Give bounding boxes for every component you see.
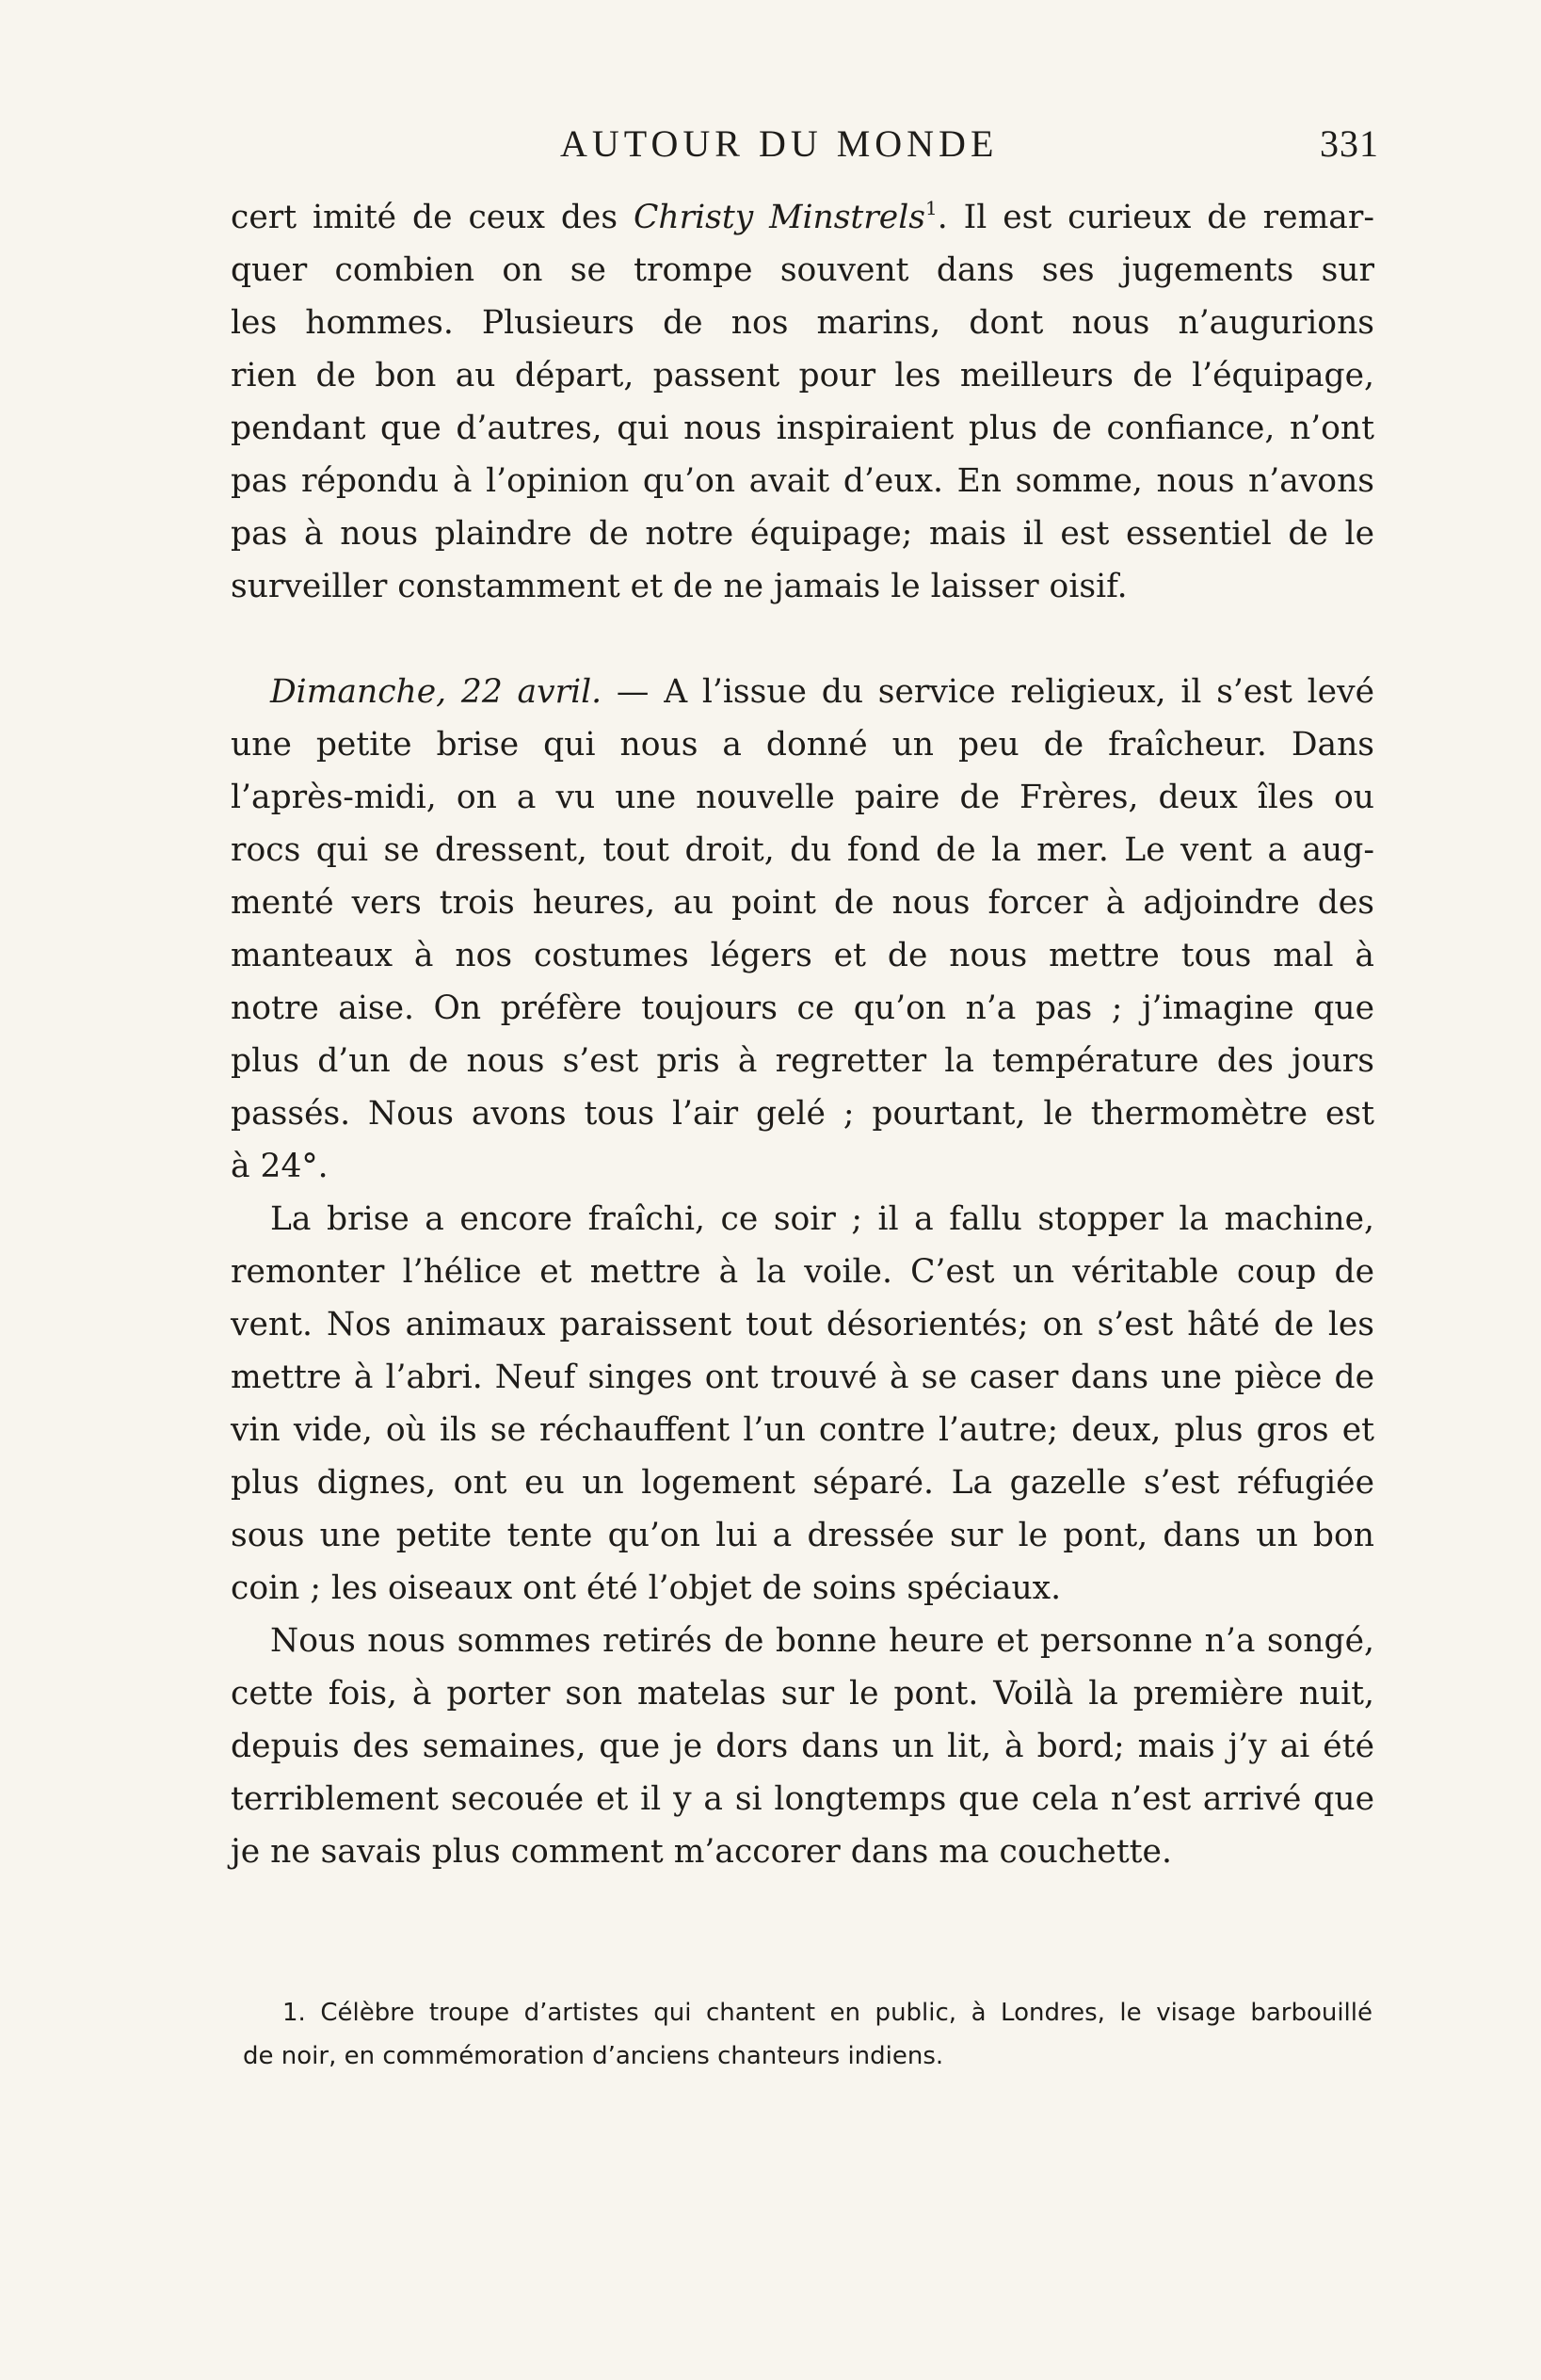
- christy-minstrels-reference: Christy Minstrels: [634, 199, 925, 236]
- text-line: vent. Nos animaux paraissent tout désorientés; on s’est hâté de les: [231, 1306, 1374, 1343]
- text-line: [231, 191, 1374, 244]
- entry-date: Dimanche, 22 avril.: [270, 673, 602, 711]
- body-text: [231, 191, 1374, 1878]
- text-line: notre aise. On préfère toujours ce qu’on n’a pas ; j’imagine que: [231, 989, 1374, 1027]
- text-line: les hommes. Plusieurs de nos marins, dont nous n’augurions: [231, 304, 1374, 342]
- text-line: pas à nous plaindre de notre équipage; mais il est essentiel de le: [231, 515, 1374, 553]
- text-line: La brise a encore fraîchi, ce soir ; il a fallu stopper la machine,: [270, 1200, 1374, 1238]
- text-fragment: . Il est curieux de remar-: [937, 199, 1375, 236]
- text-line: plus d’un de nous s’est pris à regretter la température des jours: [231, 1042, 1374, 1080]
- text-line: mettre à l’abri. Neuf singes ont trouvé à se caser dans une pièce de: [231, 1359, 1374, 1396]
- text-line: manteaux à nos costumes légers et de nous mettre tous mal à: [231, 937, 1374, 974]
- text-line: sous une petite tente qu’on lui a dressée sur le pont, dans un bon: [231, 1517, 1374, 1554]
- text-line: quer combien on se trompe souvent dans ses jugements sur: [231, 251, 1374, 289]
- section-gap: [231, 613, 1374, 666]
- text-line: surveiller constamment et de ne jamais le laisser oisif.: [231, 568, 1128, 605]
- text-line: rien de bon au départ, passent pour les meilleurs de l’équipage,: [231, 357, 1374, 394]
- footnote-line: de noir, en commémoration d’anciens chanteurs indiens.: [243, 2042, 944, 2070]
- running-head: [231, 121, 1379, 168]
- text-line: pas répondu à l’opinion qu’on avait d’eux. En somme, nous n’avons: [231, 462, 1374, 500]
- text-line: je ne savais plus comment m’accorer dans ma couchette.: [231, 1833, 1172, 1871]
- text-line: depuis des semaines, que je dors dans un lit, à bord; mais j’y ai été: [231, 1728, 1374, 1765]
- text-line: cette fois, à porter son matelas sur le pont. Voilà la première nuit,: [231, 1675, 1374, 1713]
- paragraph: [231, 1193, 1374, 1615]
- text-fragment: — A l’issue du service religieux, il s’est levé: [602, 673, 1374, 711]
- text-line: terriblement secouée et il y a si longtemps que cela n’est arrivé que: [231, 1780, 1374, 1818]
- diary-entry: [231, 666, 1374, 1193]
- paragraph: [231, 1615, 1374, 1878]
- text-line: passés. Nous avons tous l’air gelé ; pourtant, le thermomètre est: [231, 1095, 1374, 1133]
- text-fragment: cert imité de ceux des: [231, 199, 634, 236]
- running-title: AUTOUR DU MONDE: [560, 122, 999, 165]
- text-line: plus dignes, ont eu un logement séparé. La gazelle s’est réfugiée: [231, 1464, 1374, 1502]
- page-number: 331: [1320, 122, 1379, 165]
- footnote-line: 1. Célèbre troupe d’artistes qui chantent en public, à Londres, le visage barbouillé: [282, 1999, 1372, 2027]
- text-line: menté vers trois heures, au point de nous forcer à adjoindre des: [231, 884, 1374, 922]
- text-line: vin vide, où ils se réchauffent l’un contre l’autre; deux, plus gros et: [231, 1411, 1374, 1449]
- text-line: remonter l’hélice et mettre à la voile. C’est un véritable coup de: [231, 1253, 1374, 1291]
- text-line: à 24°.: [231, 1148, 329, 1185]
- text-line: coin ; les oiseaux ont été l’objet de soins spéciaux.: [231, 1569, 1062, 1607]
- text-line: l’après-midi, on a vu une nouvelle paire de Frères, deux îles ou: [231, 779, 1374, 816]
- text-line: [231, 666, 1374, 718]
- text-line: Nous nous sommes retirés de bonne heure et personne n’a songé,: [270, 1622, 1374, 1660]
- paragraph-continuation: [231, 191, 1374, 613]
- text-line: une petite brise qui nous a donné un peu de fraîcheur. Dans: [231, 726, 1374, 764]
- footnote: [243, 1991, 1372, 2078]
- text-line: rocs qui se dressent, tout droit, du fond de la mer. Le vent a aug-: [231, 831, 1374, 869]
- footnote-marker: 1: [924, 197, 938, 219]
- text-line: pendant que d’autres, qui nous inspiraient plus de confiance, n’ont: [231, 410, 1374, 447]
